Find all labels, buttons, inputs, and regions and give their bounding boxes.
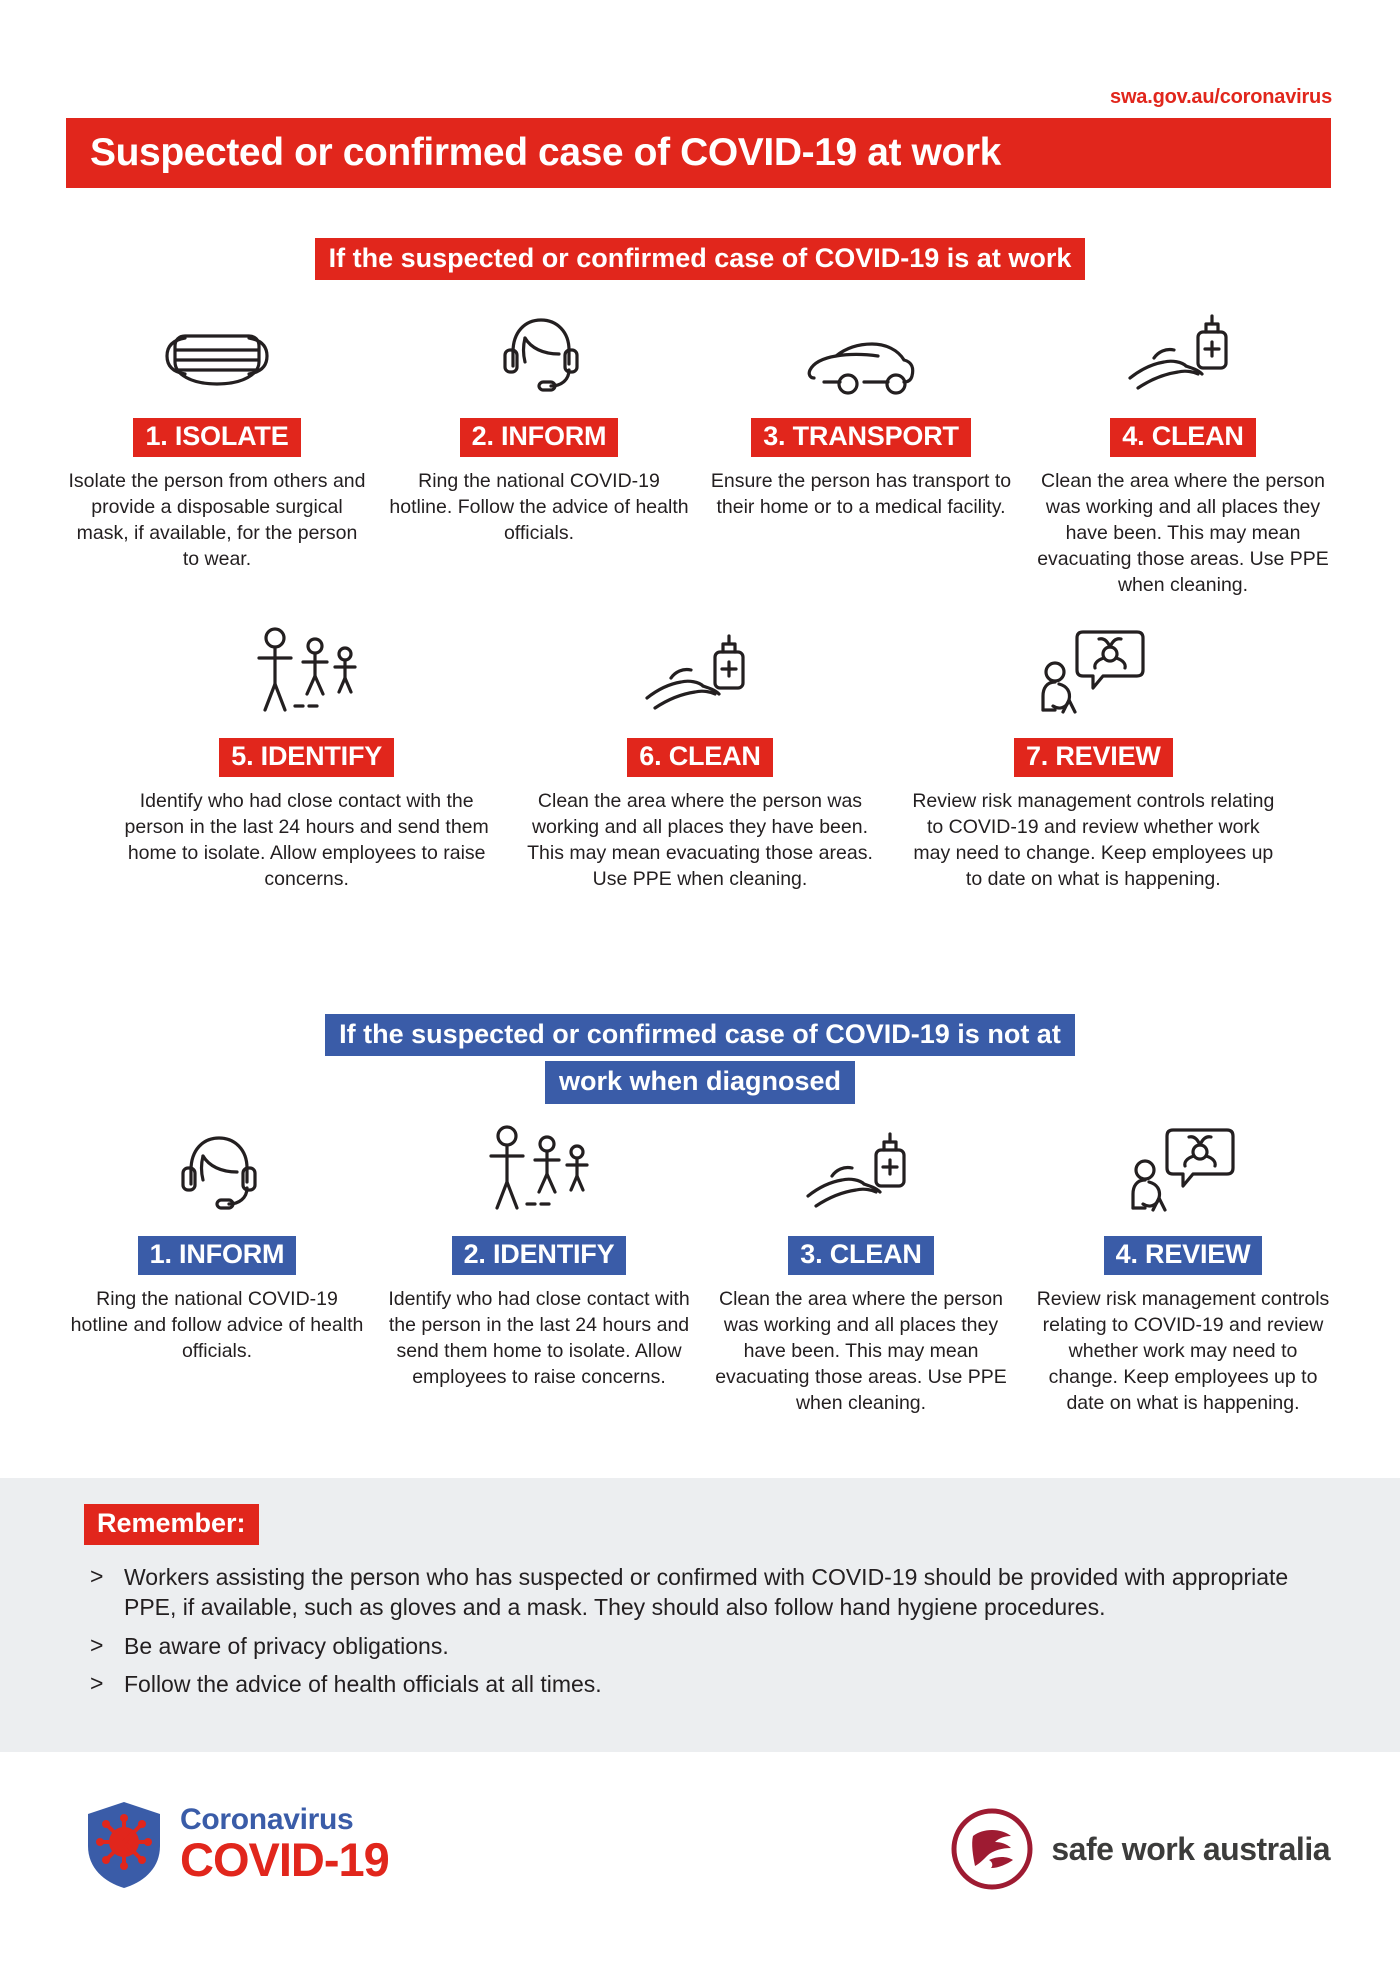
car-icon <box>710 300 1012 404</box>
shield-virus-icon <box>82 1798 166 1892</box>
list-item-text: Be aware of privacy obligations. <box>124 1632 449 1659</box>
headset-operator-icon <box>388 300 690 404</box>
step-card <box>56 300 378 599</box>
step-card <box>378 300 700 599</box>
biohazard-review-icon <box>1032 1118 1334 1222</box>
headset-operator-icon <box>66 1118 368 1222</box>
bullet-marker-icon: > <box>90 1631 104 1658</box>
remember-panel <box>0 1478 1400 1752</box>
step-label <box>513 738 886 777</box>
step-label-text: 7. REVIEW <box>1014 738 1173 777</box>
people-contact-tracing-icon <box>388 1118 690 1222</box>
section-heading-not-at-work-line1: If the suspected or confirmed case of COVID-19 is not at <box>325 1014 1075 1056</box>
page-title <box>66 118 1331 188</box>
hand-sanitiser-icon <box>710 1118 1012 1222</box>
step-description: Ring the national COVID-19 hotline and follow advice of health officials. <box>70 1288 364 1362</box>
step-label <box>388 1236 690 1275</box>
step-card <box>378 1118 700 1417</box>
covid19-label: COVID-19 <box>180 1833 389 1887</box>
step-description: Isolate the person from others and provide a disposable surgical mask, if available, for the person to wear. <box>68 470 366 570</box>
list-item <box>90 1631 1330 1661</box>
bullet-marker-icon: > <box>90 1670 104 1697</box>
step-label <box>388 418 690 457</box>
steps-row-1 <box>56 300 1344 599</box>
step-label <box>66 1236 368 1275</box>
face-mask-icon <box>66 300 368 404</box>
remember-title <box>84 1504 259 1545</box>
step-label-text: 5. IDENTIFY <box>219 738 394 777</box>
list-item <box>90 1562 1330 1623</box>
step-description: Ensure the person has transport to their home or to a medical facility. <box>710 470 1012 518</box>
step-label <box>1032 1236 1334 1275</box>
step-label <box>1032 418 1334 457</box>
section-heading-not-at-work <box>0 1014 1400 1104</box>
swa-emblem-icon <box>949 1806 1035 1892</box>
step-card <box>700 1118 1022 1417</box>
step-description: Review risk management controls relating to COVID-19 and review whether work may need to change. Keep employees up to date on what is happening. <box>1036 1288 1330 1414</box>
step-card <box>700 300 1022 599</box>
step-card <box>897 620 1290 893</box>
people-contact-tracing-icon <box>120 620 493 724</box>
step-card <box>110 620 503 893</box>
step-description: Clean the area where the person was working and all places they have been. This may mean evacuating those areas. Use PPE when cleaning. <box>715 1288 1007 1414</box>
step-description: Identify who had close contact with the person in the last 24 hours and send them home to isolate. Allow employees to raise concerns. <box>124 790 489 890</box>
step-description: Ring the national COVID-19 hotline. Follow the advice of health officials. <box>389 470 689 544</box>
step-label <box>66 418 368 457</box>
swa-wordmark: safe work australia <box>1051 1830 1330 1867</box>
step-label-text: 6. CLEAN <box>627 738 772 777</box>
list-item-text: Workers assisting the person who has suspected or confirmed with COVID-19 should be provided with appropriate PPE, if available, such as gloves and a mask. They should also follow hand hygiene procedures. <box>124 1564 1289 1621</box>
step-description: Clean the area where the person was working and all places they have been. This may mean evacuating those areas. Use PPE when cleaning. <box>1037 470 1329 596</box>
step-label <box>907 738 1280 777</box>
safe-work-australia-logo <box>949 1806 1330 1892</box>
step-label <box>710 418 1012 457</box>
step-label <box>710 1236 1012 1275</box>
remember-title-text: Remember: <box>84 1504 259 1545</box>
source-url: swa.gov.au/coronavirus <box>1110 86 1332 108</box>
step-label-text: 4. CLEAN <box>1110 418 1255 457</box>
coronavirus-covid19-logo <box>82 1798 389 1892</box>
step-description: Clean the area where the person was working and all places they have been. This may mean evacuating those areas. Use PPE when cleaning. <box>527 790 873 890</box>
biohazard-review-icon <box>907 620 1280 724</box>
steps-row-2 <box>110 620 1290 893</box>
step-label-text: 4. REVIEW <box>1104 1236 1263 1275</box>
step-label <box>120 738 493 777</box>
section-heading-at-work <box>0 238 1400 280</box>
hand-sanitiser-icon <box>1032 300 1334 404</box>
step-label-text: 2. IDENTIFY <box>452 1236 627 1275</box>
step-label-text: 2. INFORM <box>460 418 619 457</box>
step-card <box>1022 1118 1344 1417</box>
hand-sanitiser-icon <box>513 620 886 724</box>
step-description: Identify who had close contact with the person in the last 24 hours and send them home to isolate. Allow employees to raise concerns. <box>388 1288 690 1388</box>
section-heading-not-at-work-line2: work when diagnosed <box>545 1061 855 1103</box>
step-card <box>56 1118 378 1417</box>
step-label-text: 1. ISOLATE <box>133 418 300 457</box>
step-card <box>1022 300 1344 599</box>
page-title-text: Suspected or confirmed case of COVID-19 at work <box>90 131 1001 174</box>
remember-list <box>90 1562 1330 1707</box>
bullet-marker-icon: > <box>90 1563 104 1589</box>
step-card <box>503 620 896 893</box>
step-label-text: 1. INFORM <box>138 1236 297 1275</box>
step-label-text: 3. CLEAN <box>788 1236 933 1275</box>
step-description: Review risk management controls relating to COVID-19 and review whether work may need to change. Keep employees up to date on what is happening. <box>912 790 1275 890</box>
footer <box>0 1760 1400 1980</box>
steps-row-3 <box>56 1118 1344 1417</box>
coronavirus-label: Coronavirus <box>180 1803 354 1837</box>
step-label-text: 3. TRANSPORT <box>751 418 971 457</box>
section-heading-at-work-text: If the suspected or confirmed case of COVID-19 is at work <box>315 238 1086 280</box>
list-item <box>90 1669 1330 1699</box>
list-item-text: Follow the advice of health officials at all times. <box>124 1671 602 1698</box>
